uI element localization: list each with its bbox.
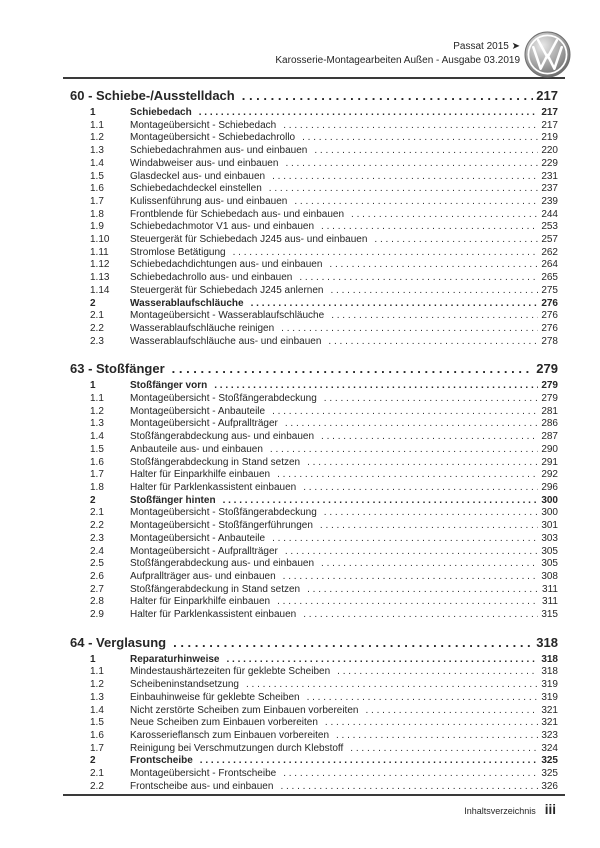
item-page-number: 229 [541,157,558,169]
item-title: Montageübersicht - Stoßfängerführungen [130,520,313,532]
toc-item[interactable] [90,380,558,393]
toc-item[interactable] [90,609,558,622]
item-page-number: 323 [541,729,558,741]
toc-item[interactable] [90,679,558,692]
dot-leader [223,495,539,508]
item-title: Halter für Parklenkassistent einbauen [130,481,297,493]
item-page-number: 291 [541,456,558,468]
dot-leader [294,196,538,209]
dot-leader [324,393,539,406]
item-page-number: 276 [541,322,558,334]
item-title: Montageübersicht - Schiebedach [130,119,277,131]
dot-leader [283,768,538,781]
item-page-number: 300 [541,494,558,506]
item-page-number: 303 [541,532,558,544]
dot-leader [272,406,538,419]
item-page-number: 265 [541,272,558,284]
toc-item[interactable] [90,781,558,794]
dot-leader [321,431,538,444]
toc-item[interactable] [90,209,558,222]
dot-leader [350,743,538,756]
dot-leader [329,259,538,272]
footer-label: Inhaltsverzeichnis [464,806,536,816]
toc-item[interactable] [90,666,558,679]
item-number: 1.1 [90,393,104,405]
item-page-number: 220 [541,145,558,157]
dot-leader [302,132,538,145]
dot-leader [285,546,538,559]
item-number: 2 [90,755,96,767]
item-title: Montageübersicht - Anbauteile [130,405,266,417]
toc-item[interactable] [90,654,558,667]
item-page-number: 321 [541,704,558,716]
toc-item[interactable] [90,145,558,158]
item-page-number: 239 [541,195,558,207]
toc-item[interactable] [90,183,558,196]
item-page-number: 219 [541,132,558,144]
item-page-number: 244 [541,208,558,220]
item-number: 1.9 [90,221,104,233]
item-title: Karosserieflansch zum Einbauen vorbereiten [130,729,329,741]
item-number: 2.8 [90,596,104,608]
item-page-number: 279 [541,393,558,405]
item-number: 1.4 [90,157,104,169]
section-page-number: 279 [536,361,558,377]
item-title: Stoßfängerabdeckung aus- und einbauen [130,431,315,443]
section-title: 64 - Verglasung [70,634,167,650]
toc-item[interactable] [90,431,558,444]
item-number: 1.2 [90,132,104,144]
item-page-number: 286 [541,418,558,430]
item-number: 2.3 [90,335,104,347]
item-title: Anbauteile aus- und einbauen [130,443,263,455]
item-title: Halter für Einparkhilfe einbauen [130,596,271,608]
toc-item[interactable] [90,196,558,209]
item-number: 2.9 [90,609,104,621]
item-number: 1.14 [90,284,110,296]
item-number: 2.2 [90,322,104,334]
toc-item[interactable] [90,717,558,730]
dot-leader [246,679,538,692]
item-title: Montageübersicht - Aufprallträger [130,545,278,557]
item-number: 2.2 [90,780,104,792]
dot-leader [303,482,538,495]
item-page-number: 279 [541,380,558,392]
toc-item[interactable] [90,259,558,272]
toc-item[interactable] [90,730,558,743]
item-title: Wasserablaufschläuche reinigen [130,322,275,334]
dot-leader [277,469,538,482]
dot-leader [281,323,538,336]
item-title: Schiebedachrollo aus- und einbauen [130,272,293,284]
item-title: Kulissenführung aus- und einbauen [130,195,288,207]
dot-leader [272,171,538,184]
toc [70,88,558,793]
toc-item[interactable] [90,558,558,571]
item-page-number: 308 [541,570,558,582]
toc-item[interactable] [90,132,558,145]
item-number: 1 [90,380,96,392]
dot-leader [280,781,538,794]
item-number: 1 [90,107,96,118]
item-page-number: 217 [541,107,558,118]
item-number: 1.7 [90,742,104,754]
dot-leader [285,158,538,171]
item-page-number: 324 [541,742,558,754]
item-page-number: 325 [541,755,558,767]
dot-leader [299,272,538,285]
toc-item[interactable] [90,298,558,311]
item-title: Schiebedachdeckel einstellen [130,183,262,195]
page-header [275,40,520,67]
dot-leader [283,120,538,133]
item-page-number: 318 [541,653,558,665]
toc-item[interactable] [90,571,558,584]
item-page-number: 237 [541,183,558,195]
dot-leader [336,730,538,743]
toc-item[interactable] [90,444,558,457]
toc-item[interactable] [90,596,558,609]
item-title: Stoßfängerabdeckung aus- und einbauen [130,558,315,570]
item-title: Aufprallträger aus- und einbauen [130,570,276,582]
dot-leader [285,418,538,431]
item-title: Montageübersicht - Stoßfängerabdeckung [130,507,317,519]
toc-item[interactable] [90,107,558,120]
toc-item[interactable] [90,272,558,285]
item-title: Stoßfängerabdeckung in Stand setzen [130,456,301,468]
dot-leader [307,584,539,597]
dot-leader [251,298,539,311]
item-number: 1 [90,653,96,665]
model-line: Passat 2015 ➤ [453,41,520,52]
item-page-number: 275 [541,284,558,296]
item-title: Halter für Einparkhilfe einbauen [130,469,271,481]
item-page-number: 231 [541,170,558,182]
item-title: Schiebedach [130,107,192,118]
dot-leader [324,507,539,520]
item-title: Frontscheibe aus- und einbauen [130,780,274,792]
item-title: Steuergerät für Schiebedach J245 anlernen [130,284,324,296]
dot-leader [283,571,539,584]
item-number: 2.2 [90,520,104,532]
item-number: 2.4 [90,545,104,557]
item-number: 1.3 [90,418,104,430]
toc-item[interactable] [90,705,558,718]
toc-item[interactable] [90,457,558,470]
toc-item[interactable] [90,158,558,171]
toc-item[interactable] [90,323,558,336]
dot-leader [226,654,538,667]
toc-item[interactable] [90,234,558,247]
header-divider [63,77,565,79]
item-page-number: 264 [541,259,558,271]
item-title: Schiebedachdichtungen aus- und einbauen [130,259,323,271]
dot-leader [200,755,539,768]
item-page-number: 311 [542,583,558,595]
item-number: 1.3 [90,145,104,157]
dot-leader [199,107,539,120]
item-title: Stromlose Betätigung [130,246,226,258]
toc-item[interactable] [90,336,558,349]
item-title: Stoßfängerabdeckung in Stand setzen [130,583,301,595]
item-page-number: 278 [541,335,558,347]
item-page-number: 311 [542,596,558,608]
item-number: 2.1 [90,768,104,780]
toc-item[interactable] [90,171,558,184]
toc-item[interactable] [90,221,558,234]
item-title: Montageübersicht - Stoßfängerabdeckung [130,393,317,405]
item-title: Glasdeckel aus- und einbauen [130,170,266,182]
dot-leader [214,380,538,393]
item-page-number: 319 [541,679,558,691]
item-number: 1.1 [90,666,104,678]
item-number: 2.3 [90,532,104,544]
dot-leader [331,310,538,323]
dot-leader [233,247,539,260]
item-title: Stoßfänger hinten [130,494,216,506]
dot-leader [321,558,538,571]
dot-leader [307,457,538,470]
item-number: 1.5 [90,717,104,729]
item-number: 1.12 [90,259,110,271]
item-title: Wasserablaufschläuche aus- und einbauen [130,335,322,347]
item-page-number: 296 [541,481,558,493]
toc-item[interactable] [90,743,558,756]
item-title: Frontblende für Schiebedach aus- und einbauen [130,208,345,220]
item-title: Neue Scheiben zum Einbauen vorbereiten [130,717,318,729]
section-page-number: 217 [536,88,558,103]
document-title-line: Karosserie-Montagearbeiten Außen - Ausgabe 03.2019 [275,54,520,66]
item-title: Einbauhinweise für geklebte Scheiben [130,691,300,703]
item-number: 2.7 [90,583,104,595]
item-title: Nicht zerstörte Scheiben zum Einbauen vorbereiten [130,704,359,716]
item-number: 1.4 [90,704,104,716]
item-title: Montageübersicht - Aufprallträger [130,418,278,430]
toc-item[interactable] [90,482,558,495]
toc-item[interactable] [90,120,558,133]
dot-leader [307,692,539,705]
item-page-number: 281 [541,405,558,417]
item-page-number: 217 [541,119,558,131]
item-page-number: 276 [541,297,558,309]
item-title: Stoßfänger vorn [130,380,208,392]
item-number: 1.6 [90,456,104,468]
toc-section-heading[interactable] [70,88,558,104]
dot-leader [320,520,538,533]
section-page-number: 318 [536,634,558,650]
item-number: 2 [90,297,96,309]
toc-item[interactable] [90,692,558,705]
item-number: 2 [90,494,96,506]
dot-leader [314,145,538,158]
item-number: 1.8 [90,481,104,493]
item-page-number: 321 [541,717,558,729]
toc-item[interactable] [90,768,558,781]
item-number: 1.1 [90,119,104,131]
item-page-number: 253 [541,221,558,233]
item-title: Montageübersicht - Anbauteile [130,532,266,544]
dot-leader [242,88,534,104]
toc-item[interactable] [90,755,558,768]
item-number: 1.6 [90,183,104,195]
dot-leader [277,596,539,609]
toc-item[interactable] [90,520,558,533]
dot-leader [351,209,538,222]
item-number: 1.2 [90,679,104,691]
toc-item[interactable] [90,310,558,323]
item-number: 1.11 [90,246,109,258]
toc-item[interactable] [90,418,558,431]
page-footer [464,802,556,817]
dot-leader [325,717,538,730]
dot-leader [337,666,538,679]
item-title: Schiebedachrahmen aus- und einbauen [130,145,308,157]
item-page-number: 326 [541,780,558,792]
toc-item[interactable] [90,393,558,406]
item-number: 1.4 [90,431,104,443]
toc-item[interactable] [90,285,558,298]
toc-item[interactable] [90,584,558,597]
dot-leader [172,361,534,377]
dot-leader [328,336,538,349]
item-page-number: 315 [541,609,558,621]
toc-item[interactable] [90,507,558,520]
dot-leader [270,444,538,457]
item-number: 1.3 [90,691,104,703]
toc-item[interactable] [90,546,558,559]
item-number: 1.5 [90,443,104,455]
item-page-number: 257 [541,234,558,246]
item-page-number: 301 [541,520,558,532]
section-title: 63 - Stoßfänger [70,361,165,377]
toc-item[interactable] [90,469,558,482]
item-number: 1.8 [90,208,104,220]
item-number: 1.5 [90,170,104,182]
item-page-number: 318 [541,666,558,678]
item-title: Montageübersicht - Frontscheibe [130,768,277,780]
section-title: 60 - Schiebe-/Ausstelldach [70,88,235,103]
item-number: 1.7 [90,469,104,481]
footer-page-number: iii [544,802,556,817]
item-title: Wasserablaufschläuche [130,297,244,309]
item-number: 2.6 [90,570,104,582]
item-title: Montageübersicht - Wasserablaufschläuche [130,310,325,322]
dot-leader [365,705,538,718]
item-page-number: 305 [541,558,558,570]
item-title: Frontscheibe [130,755,193,767]
vw-logo-icon [524,31,571,78]
item-number: 1.6 [90,729,104,741]
item-number: 2.1 [90,507,104,519]
dot-leader [173,635,533,651]
dot-leader [374,234,538,247]
item-number: 1.2 [90,405,104,417]
item-page-number: 262 [541,246,558,258]
toc-item[interactable] [90,406,558,419]
item-title: Scheibeninstandsetzung [130,679,239,691]
footer-divider [63,794,565,796]
item-page-number: 300 [541,507,558,519]
dot-leader [321,221,538,234]
item-title: Schiebedachmotor V1 aus- und einbauen [130,221,315,233]
item-page-number: 292 [541,469,558,481]
item-page-number: 276 [541,310,558,322]
item-title: Mindestaushärtezeiten für geklebte Scheiben [130,666,331,678]
dot-leader [330,285,538,298]
item-title: Reinigung bei Verschmutzungen durch Klebstoff [130,742,344,754]
toc-item[interactable] [90,533,558,546]
item-number: 1.10 [90,234,110,246]
item-title: Steuergerät für Schiebedach J245 aus- und einbauen [130,234,368,246]
toc-section-heading[interactable] [70,635,558,651]
dot-leader [269,183,539,196]
item-page-number: 287 [541,431,558,443]
item-number: 1.7 [90,195,104,207]
item-page-number: 290 [541,443,558,455]
item-number: 2.5 [90,558,104,570]
toc-item[interactable] [90,247,558,260]
item-title: Windabweiser aus- und einbauen [130,157,279,169]
item-page-number: 325 [541,768,558,780]
item-page-number: 305 [541,545,558,557]
dot-leader [303,609,538,622]
dot-leader [272,533,538,546]
item-title: Montageübersicht - Schiebedachrollo [130,132,296,144]
item-page-number: 319 [541,691,558,703]
toc-item[interactable] [90,495,558,508]
item-title: Halter für Parklenkassistent einbauen [130,609,297,621]
item-number: 2.1 [90,310,104,322]
item-title: Reparaturhinweise [130,653,220,665]
toc-section-heading[interactable] [70,361,558,377]
item-number: 1.13 [90,272,110,284]
